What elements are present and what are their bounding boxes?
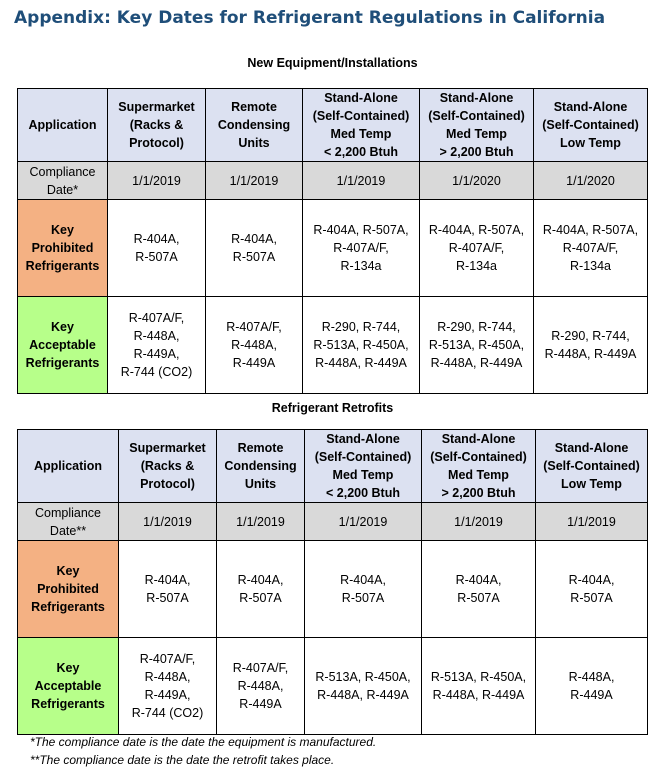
cell-line: R-744 (CO2)	[120, 365, 193, 379]
retrofits-table	[17, 429, 648, 735]
cell-line: R-134a	[456, 259, 497, 273]
cell-line: Refrigerants	[25, 356, 100, 370]
cell-line: Condensing	[217, 118, 291, 132]
cell-line: Compliance	[34, 505, 101, 520]
cell-line: Key	[51, 223, 74, 237]
cell-line: R-134a	[570, 259, 611, 273]
cell-line: R-448A, R-449A	[432, 688, 525, 702]
cell-line: R-448A,	[144, 670, 191, 684]
prohibited-cell	[303, 200, 420, 297]
cell-line: R-407A/F,	[232, 661, 289, 675]
acceptable-cell	[206, 297, 303, 394]
header-remote	[217, 430, 305, 503]
acceptable-cell	[536, 638, 648, 735]
cell-line: Key	[56, 564, 80, 578]
cell-line: Supermarket	[129, 441, 206, 455]
header-application: Application	[18, 89, 108, 162]
cell-line: R-407A/F,	[128, 311, 185, 325]
prohibited-cell	[108, 200, 206, 297]
cell-line: Low Temp	[560, 136, 621, 150]
cell-line: R-507A	[135, 250, 178, 264]
cell-line: Prohibited	[31, 241, 94, 255]
prohibited-cell	[217, 541, 305, 638]
cell-line: R-407A/F,	[139, 652, 196, 666]
prohibited-cell	[536, 541, 648, 638]
acceptable-cell	[119, 638, 217, 735]
cell-line: Condensing	[224, 459, 297, 473]
acceptable-row	[18, 638, 648, 735]
cell-line: Med Temp	[448, 468, 509, 482]
cell-line: R-513A, R-450A,	[313, 338, 409, 352]
compliance-date: 1/1/2019	[108, 162, 206, 200]
cell-line: R-404A,	[455, 573, 502, 587]
prohibited-cell	[420, 200, 534, 297]
cell-line: Low Temp	[561, 477, 622, 491]
cell-line: (Self-Contained)	[314, 450, 412, 464]
cell-line: Units	[244, 477, 277, 491]
cell-line: R-507A	[570, 591, 613, 605]
retrofits-caption: Refrigerant Retrofits	[271, 401, 394, 415]
acceptable-cell	[422, 638, 536, 735]
cell-line: R-407A/F,	[333, 241, 389, 255]
cell-line: R-449A,	[144, 688, 191, 702]
cell-line: R-448A,	[237, 679, 284, 693]
prohibited-cell	[206, 200, 303, 297]
cell-line: (Self-Contained)	[430, 450, 527, 464]
cell-line: Acceptable	[29, 338, 96, 352]
prohibited-row	[18, 541, 648, 638]
cell-line: (Racks &	[140, 459, 195, 473]
cell-line: R-448A,	[568, 670, 615, 684]
cell-line: Remote	[231, 100, 277, 114]
cell-line: R-513A, R-450A,	[428, 338, 525, 352]
footnote-equipment: *The compliance date is the date the equipment is manufactured.	[30, 735, 377, 749]
cell-line: R-507A	[232, 250, 276, 264]
header-application: Application	[18, 430, 119, 503]
header-standalone-med-low	[303, 89, 420, 162]
cell-line: Stand-Alone	[324, 91, 398, 105]
cell-line: Key	[51, 320, 74, 334]
cell-line: Med Temp	[330, 127, 392, 141]
cell-line: R-448A,	[133, 329, 180, 343]
compliance-date-row	[18, 162, 648, 200]
prohibited-cell	[119, 541, 217, 638]
cell-line: R-448A,	[231, 338, 277, 352]
cell-line: R-448A, R-449A	[315, 356, 407, 370]
header-standalone-med-low	[305, 430, 422, 503]
cell-line: R-449A	[570, 688, 613, 702]
cell-line: (Self-Contained)	[428, 109, 525, 123]
acceptable-label	[18, 638, 119, 735]
cell-line: Stand-Alone	[554, 441, 629, 455]
cell-line: > 2,200 Btuh	[439, 145, 514, 159]
cell-line: R-449A,	[133, 347, 180, 361]
cell-line: (Racks &	[129, 118, 184, 132]
compliance-date-label	[18, 162, 108, 200]
cell-line: R-290, R-744,	[321, 320, 401, 334]
new-equipment-table	[17, 88, 648, 394]
cell-line: R-290, R-744,	[437, 320, 516, 334]
cell-line: R-404A, R-507A,	[313, 223, 409, 237]
cell-line: Stand-Alone	[326, 432, 400, 446]
acceptable-cell	[108, 297, 206, 394]
compliance-date-row	[18, 503, 648, 541]
cell-line: Compliance	[29, 164, 96, 179]
cell-line: R-134a	[340, 259, 382, 273]
cell-line: R-448A, R-449A	[430, 356, 523, 370]
cell-line: R-513A, R-450A,	[430, 670, 527, 684]
cell-line: R-404A, R-507A,	[428, 223, 525, 237]
cell-line: Date*	[46, 182, 79, 197]
cell-line: Protocol)	[140, 477, 195, 491]
cell-line: R-404A,	[237, 573, 284, 587]
cell-line: > 2,200 Btuh	[441, 486, 516, 500]
cell-line: Prohibited	[37, 582, 99, 596]
page-title: Appendix: Key Dates for Refrigerant Regulations in California	[14, 8, 606, 28]
cell-line: R-513A, R-450A,	[315, 670, 411, 684]
header-standalone-med-high	[422, 430, 536, 503]
cell-line: R-404A,	[231, 232, 277, 246]
cell-line: R-290, R-744,	[551, 329, 630, 343]
cell-line: (Self-Contained)	[312, 109, 410, 123]
compliance-date: 1/1/2019	[303, 162, 420, 200]
cell-line: Acceptable	[34, 679, 102, 693]
cell-line: R-407A/F,	[448, 241, 505, 255]
cell-line: < 2,200 Btuh	[324, 145, 398, 159]
compliance-date: 1/1/2020	[534, 162, 648, 200]
prohibited-row	[18, 200, 648, 297]
cell-line: R-404A,	[340, 573, 386, 587]
new-equipment-caption: New Equipment/Installations	[247, 56, 418, 70]
cell-line: Remote	[237, 441, 284, 455]
cell-line: Stand-Alone	[553, 100, 628, 114]
cell-line: Med Temp	[446, 127, 507, 141]
header-supermarket	[119, 430, 217, 503]
cell-line: R-507A	[146, 591, 189, 605]
cell-line: (Self-Contained)	[543, 459, 640, 473]
compliance-date: 1/1/2019	[305, 503, 422, 541]
cell-line: R-404A,	[144, 573, 191, 587]
cell-line: R-507A	[341, 591, 385, 605]
cell-line: R-449A	[239, 697, 282, 711]
acceptable-cell	[305, 638, 422, 735]
cell-line: Med Temp	[332, 468, 394, 482]
cell-line: R-448A, R-449A	[544, 347, 637, 361]
compliance-date: 1/1/2019	[217, 503, 305, 541]
cell-line: R-404A,	[133, 232, 180, 246]
cell-line: Supermarket	[118, 100, 195, 114]
compliance-date: 1/1/2019	[206, 162, 303, 200]
cell-line: Date**	[49, 523, 87, 538]
cell-line: R-507A	[457, 591, 500, 605]
cell-line: Stand-Alone	[439, 91, 514, 105]
cell-line: R-744 (CO2)	[131, 706, 204, 720]
prohibited-cell	[534, 200, 648, 297]
header-row	[18, 430, 648, 503]
header-row	[18, 89, 648, 162]
compliance-date: 1/1/2019	[119, 503, 217, 541]
cell-line: Stand-Alone	[441, 432, 516, 446]
prohibited-label	[18, 200, 108, 297]
cell-line: R-507A	[239, 591, 282, 605]
cell-line: Refrigerants	[31, 600, 105, 614]
cell-line: R-404A,	[568, 573, 615, 587]
cell-line: R-449A	[232, 356, 276, 370]
acceptable-cell	[217, 638, 305, 735]
cell-line: Units	[238, 136, 270, 150]
header-standalone-low	[534, 89, 648, 162]
acceptable-cell	[420, 297, 534, 394]
header-remote	[206, 89, 303, 162]
footnote-retrofit: **The compliance date is the date the retrofit takes place.	[30, 753, 335, 767]
acceptable-cell	[303, 297, 420, 394]
cell-line: (Self-Contained)	[542, 118, 639, 132]
cell-line: Protocol)	[129, 136, 184, 150]
cell-line: R-404A, R-507A,	[542, 223, 639, 237]
cell-line: R-407A/F,	[562, 241, 619, 255]
acceptable-cell	[534, 297, 648, 394]
header-supermarket	[108, 89, 206, 162]
cell-line: Key	[56, 661, 80, 675]
prohibited-cell	[422, 541, 536, 638]
cell-line: Refrigerants	[25, 259, 100, 273]
cell-line: R-448A, R-449A	[317, 688, 409, 702]
prohibited-cell	[305, 541, 422, 638]
cell-line: < 2,200 Btuh	[326, 486, 400, 500]
cell-line: R-407A/F,	[226, 320, 282, 334]
header-standalone-med-high	[420, 89, 534, 162]
compliance-date: 1/1/2019	[422, 503, 536, 541]
acceptable-row	[18, 297, 648, 394]
compliance-date: 1/1/2019	[536, 503, 648, 541]
cell-line: Refrigerants	[31, 697, 105, 711]
prohibited-label	[18, 541, 119, 638]
compliance-date: 1/1/2020	[420, 162, 534, 200]
header-standalone-low	[536, 430, 648, 503]
acceptable-label	[18, 297, 108, 394]
compliance-date-label	[18, 503, 119, 541]
